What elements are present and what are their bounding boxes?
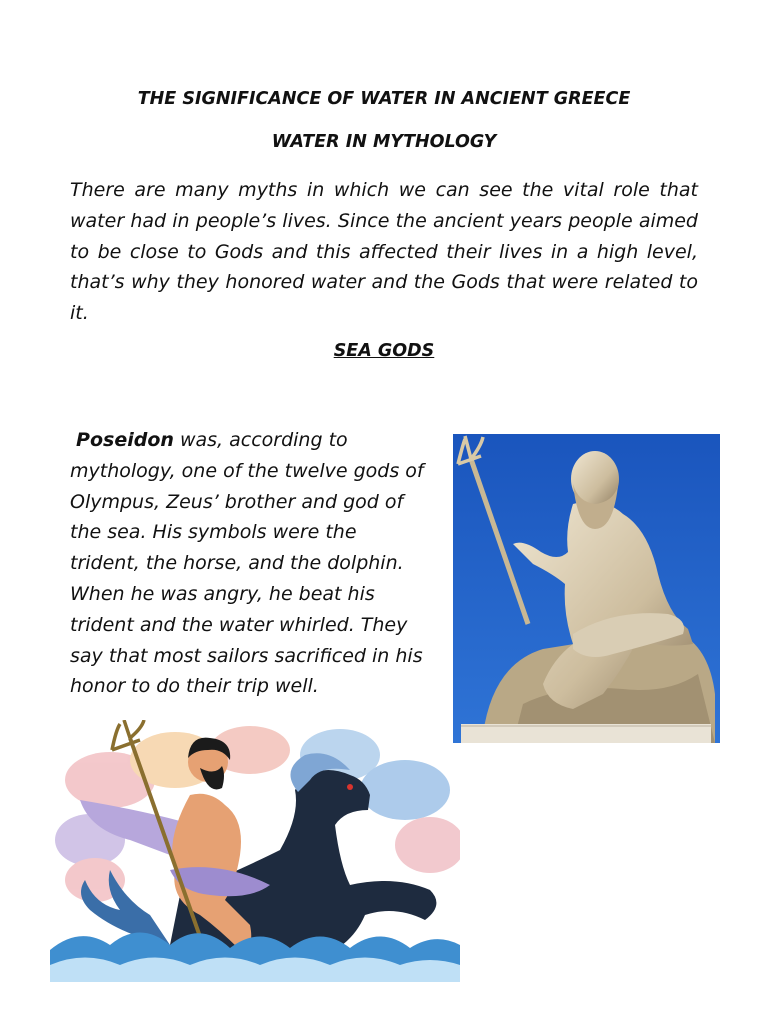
poseidon-name: Poseidon: [76, 429, 174, 451]
poseidon-statue-photo: [453, 434, 720, 743]
poseidon-horse-illustration: [50, 720, 460, 982]
document-subtitle: WATER IN MYTHOLOGY: [271, 132, 497, 152]
section-title-sea-gods: SEA GODS: [333, 341, 435, 361]
poseidon-paragraph: [70, 425, 432, 702]
poseidon-description: was, according to mythology, one of the twelve gods of Olympus, Zeus’ brother and god of the sea. His symbols were the trident, the horse, and the dolphin. When he was angry, he beat his trident and the water whirled. They say that most sailors sacrificed in his honor to do their trip well.: [70, 429, 424, 698]
document-title: THE SIGNIFICANCE OF WATER IN ANCIENT GREECE: [137, 89, 631, 109]
intro-paragraph: There are many myths in which we can see the vital role that water had in people’s lives. Since the ancient years people aimed to be close to Gods and this affected their lives in a high level, that’s why they honored water and the Gods that were related to it.: [70, 179, 698, 325]
